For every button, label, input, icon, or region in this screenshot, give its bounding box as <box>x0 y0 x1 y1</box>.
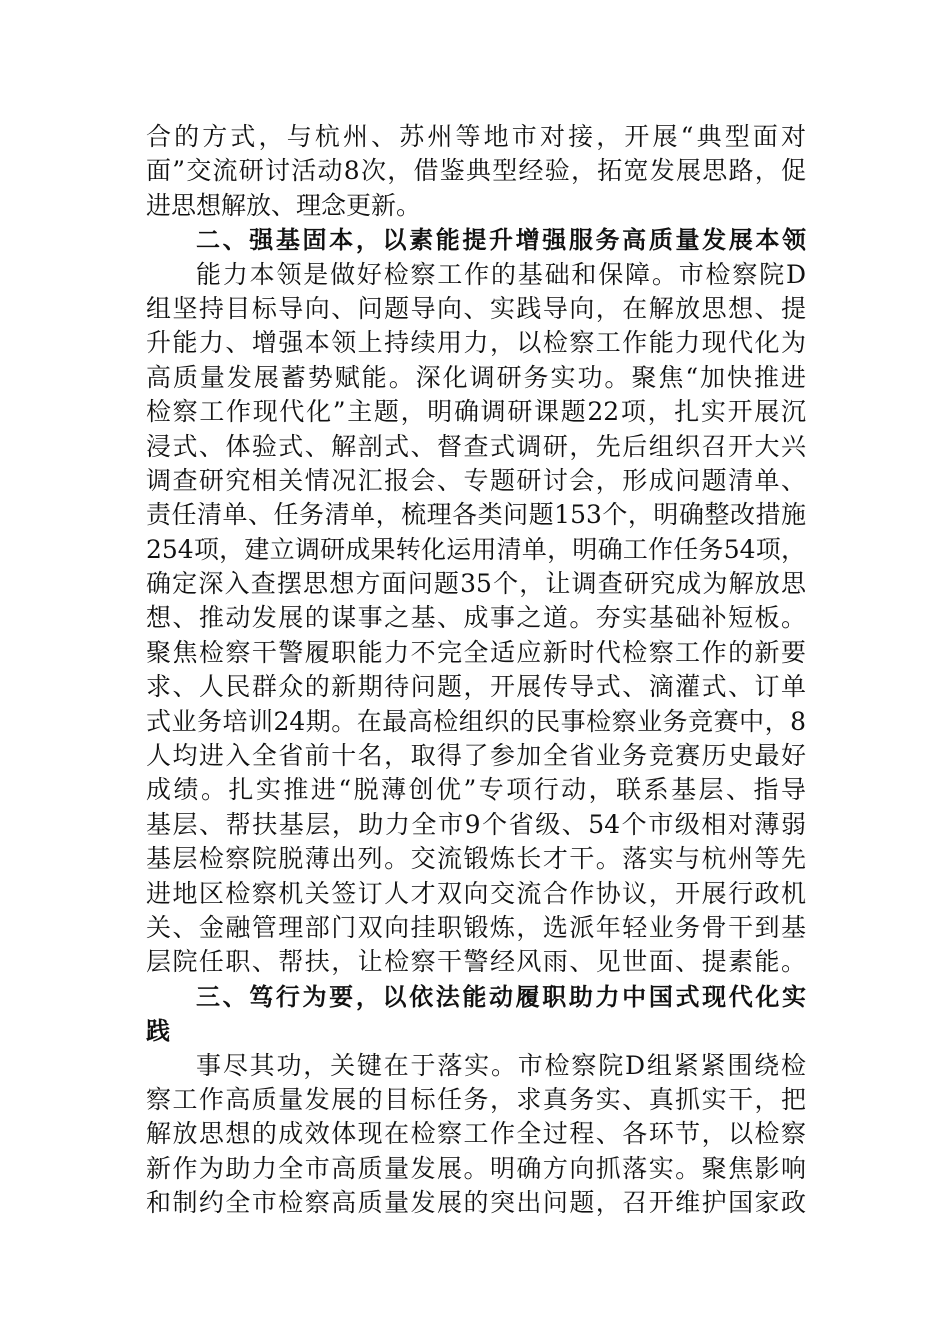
body-text-line: 确定深入查摆思想方面问题35个，让调查研究成为解放思 <box>146 569 806 599</box>
section-heading-line: 践 <box>146 1017 170 1046</box>
body-text-line: 新作为助力全市高质量发展。明确方向抓落实。聚焦影响 <box>146 1153 806 1183</box>
body-text-line: 调查研究相关情况汇报会、专题研讨会，形成问题清单、 <box>146 465 806 495</box>
body-text-line: 人均进入全省前十名，取得了参加全省业务竞赛历史最好 <box>146 741 806 771</box>
body-text-line: 合的方式，与杭州、苏州等地市对接，开展“典型面对 <box>146 122 806 151</box>
body-text-line: 责任清单、任务清单，梳理各类问题153个，明确整改措施 <box>146 500 806 530</box>
paragraph-last-line: 进思想解放、理念更新。 <box>146 190 422 220</box>
paragraph-first-line: 事尽其功，关键在于落实。市检察院D组紧紧围绕检 <box>196 1050 806 1080</box>
section-heading-line: 三、笃行为要，以依法能动履职助力中国式现代化实 <box>196 982 806 1011</box>
body-text-line: 检察工作现代化”主题，明确调研课题22项，扎实开展沉 <box>146 397 806 427</box>
body-text-line: 察工作高质量发展的目标任务，求真务实、真抓实干，把 <box>146 1084 806 1114</box>
body-text-line: 组坚持目标导向、问题导向、实践导向，在解放思想、提 <box>146 293 806 323</box>
document-page <box>146 120 806 1221</box>
body-text-line: 层院任职、帮扶，让检察干警经风雨、见世面、提素能。 <box>146 947 806 977</box>
body-text-line: 254项，建立调研成果转化运用清单，明确工作任务54项， <box>146 534 806 564</box>
body-text-line: 进地区检察机关签订人才双向交流合作协议，开展行政机 <box>146 878 806 908</box>
body-text-line: 聚焦检察干警履职能力不完全适应新时代检察工作的新要 <box>146 637 806 667</box>
paragraph-first-line: 能力本领是做好检察工作的基础和保障。市检察院D <box>196 259 806 289</box>
body-text-line: 想、推动发展的谋事之基、成事之道。夯实基础补短板。 <box>146 603 806 633</box>
body-text-line: 式业务培训24期。在最高检组织的民事检察业务竞赛中，8 <box>146 706 806 736</box>
body-text-line: 升能力、增强本领上持续用力，以检察工作能力现代化为 <box>146 328 806 358</box>
body-text-line: 成绩。扎实推进“脱薄创优”专项行动，联系基层、指导 <box>146 775 806 805</box>
body-text-line: 解放思想的成效体现在检察工作全过程、各环节，以检察 <box>146 1119 806 1149</box>
body-text-line: 求、人民群众的新期待问题，开展传导式、滴灌式、订单 <box>146 672 806 702</box>
body-text-line: 浸式、体验式、解剖式、督查式调研，先后组织召开大兴 <box>146 431 806 461</box>
section-heading-line: 二、强基固本，以素能提升增强服务高质量发展本领 <box>196 226 806 255</box>
body-text-line: 基层检察院脱薄出列。交流锻炼长才干。落实与杭州等先 <box>146 844 806 874</box>
body-text-line: 和制约全市检察高质量发展的突出问题，召开维护国家政 <box>146 1188 806 1218</box>
body-text-line: 关、金融管理部门双向挂职锻炼，选派年轻业务骨干到基 <box>146 912 806 942</box>
body-text-line: 高质量发展蓄势赋能。深化调研务实功。聚焦“加快推进 <box>146 362 806 392</box>
body-text-line: 面”交流研讨活动8次，借鉴典型经验，拓宽发展思路，促 <box>146 156 806 186</box>
body-text-line: 基层、帮扶基层，助力全市9个省级、54个市级相对薄弱 <box>146 809 806 839</box>
